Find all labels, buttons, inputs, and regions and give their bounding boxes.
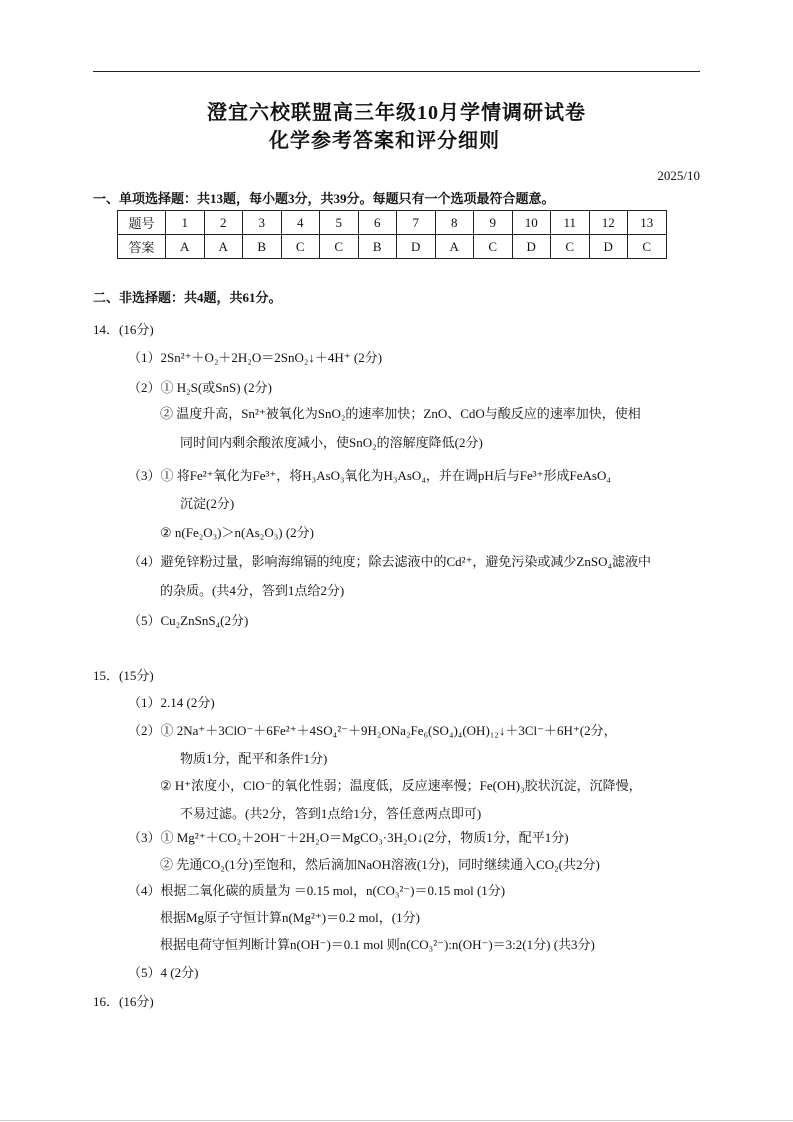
question-number-cell: 7 xyxy=(397,211,436,235)
row-label: 题号 xyxy=(118,211,166,235)
question-number-cell: 6 xyxy=(358,211,397,235)
q15-answer-line: 根据Mg原子守恒计算n(Mg²⁺)＝0.2 mol，(1分) xyxy=(160,910,420,925)
answer-cell: A xyxy=(166,235,205,259)
section2-heading: 二、非选择题：共4题，共61分。 xyxy=(93,290,282,305)
question-number-cell: 2 xyxy=(204,211,243,235)
answer-cell: C xyxy=(320,235,359,259)
answer-cell: B xyxy=(358,235,397,259)
q14-answer-line: （5）Cu₂ZnSnS₄(2分) xyxy=(128,613,249,628)
q14-answer-line: 的杂质。(共4分，答到1点给2分) xyxy=(160,583,345,598)
q15-answer-line: （2）① 2Na⁺＋3ClO⁻＋6Fe²⁺＋4SO₄²⁻＋9H₂ONa₂Fe₆(SO₄)₄(OH)₁₂↓＋3Cl⁻＋6H⁺(2分， xyxy=(128,723,617,738)
answer-cell: D xyxy=(512,235,551,259)
question-number-cell: 12 xyxy=(589,211,628,235)
q15-answer-line: ② 先通CO₂(1分)至饱和，然后滴加NaOH溶液(1分)，同时继续通入CO₂(共2分) xyxy=(160,857,600,872)
answer-table xyxy=(117,210,667,259)
answer-cell: C xyxy=(474,235,513,259)
answer-cell: D xyxy=(397,235,436,259)
question-number-cell: 8 xyxy=(435,211,474,235)
q15-answer-line: （3）① Mg²⁺＋CO₂＋2OH⁻＋2H₂O＝MgCO₃·3H₂O↓(2分，物质1分，配平1分) xyxy=(128,830,569,845)
q15-answer-line: （5）4 (2分) xyxy=(128,965,199,980)
answer-cell: C xyxy=(628,235,667,259)
q15-title: 15．(15分) xyxy=(93,668,154,683)
answer-cell: C xyxy=(281,235,320,259)
row-label: 答案 xyxy=(118,235,166,259)
question-number-cell: 5 xyxy=(320,211,359,235)
document-subtitle: 化学参考答案和评分细则 xyxy=(269,130,500,152)
q14-answer-line: 沉淀(2分) xyxy=(180,496,235,511)
q16-title: 16．(16分) xyxy=(93,994,154,1009)
q14-title: 14．(16分) xyxy=(93,322,154,337)
question-number-cell: 13 xyxy=(628,211,667,235)
section1-heading: 一、单项选择题：共13题，每小题3分，共39分。每题只有一个选项最符合题意。 xyxy=(93,191,555,206)
q14-answer-line: （1）2Sn²⁺＋O₂＋2H₂O＝2SnO₂↓＋4H⁺ (2分) xyxy=(128,350,383,365)
q14-answer-line: ② n(Fe₂O₃)＞n(As₂O₃) (2分) xyxy=(160,525,314,540)
question-number-row xyxy=(118,211,667,235)
q15-answer-line: 不易过滤。(共2分，答到1点给1分，答任意两点即可) xyxy=(180,806,482,821)
answer-cell: B xyxy=(243,235,282,259)
document-title: 澄宜六校联盟高三年级10月学情调研试卷 xyxy=(207,102,586,124)
question-number-cell: 4 xyxy=(281,211,320,235)
footer-rule xyxy=(0,1120,793,1121)
question-number-cell: 9 xyxy=(474,211,513,235)
header-rule xyxy=(93,71,700,72)
q14-answer-line: （2）① H₂S(或SnS) (2分) xyxy=(128,380,272,395)
answer-cell: A xyxy=(435,235,474,259)
q15-answer-line: （4）根据二氧化碳的质量为 ＝0.15 mol，n(CO₃²⁻)＝0.15 mol (1分) xyxy=(128,883,506,898)
q15-answer-line: （1）2.14 (2分) xyxy=(128,695,215,710)
answer-cell: D xyxy=(589,235,628,259)
q14-answer-line: ② 温度升高，Sn²⁺被氧化为SnO₂的速率加快；ZnO、CdO与酸反应的速率加快，使相 xyxy=(160,406,641,421)
answer-cell: A xyxy=(204,235,243,259)
question-number-cell: 10 xyxy=(512,211,551,235)
question-number-cell: 1 xyxy=(166,211,205,235)
answer-cell: C xyxy=(551,235,590,259)
document-date: 2025/10 xyxy=(657,168,700,183)
q15-answer-line: 物质1分，配平和条件1分) xyxy=(180,751,328,766)
answer-row xyxy=(118,235,667,259)
q15-answer-line: ② H⁺浓度小，ClO⁻的氧化性弱；温度低，反应速率慢；Fe(OH)₃胶状沉淀，沉降慢， xyxy=(160,778,642,793)
q14-answer-line: （3）① 将Fe²⁺氧化为Fe³⁺，将H₃AsO₃氧化为H₃AsO₄，并在调pH后与Fe³⁺形成FeAsO₄ xyxy=(128,468,611,483)
q14-answer-line: 同时间内剩余酸浓度减小，使SnO₂的溶解度降低(2分) xyxy=(180,435,483,450)
question-number-cell: 3 xyxy=(243,211,282,235)
q15-answer-line: 根据电荷守恒判断计算n(OH⁻)＝0.1 mol 则n(CO₃²⁻):n(OH⁻)＝3:2(1分) (共3分) xyxy=(160,937,595,952)
question-number-cell: 11 xyxy=(551,211,590,235)
q14-answer-line: （4）避免锌粉过量，影响海绵镉的纯度；除去滤液中的Cd²⁺，避免污染或减少ZnSO₄滤液中 xyxy=(128,554,652,569)
